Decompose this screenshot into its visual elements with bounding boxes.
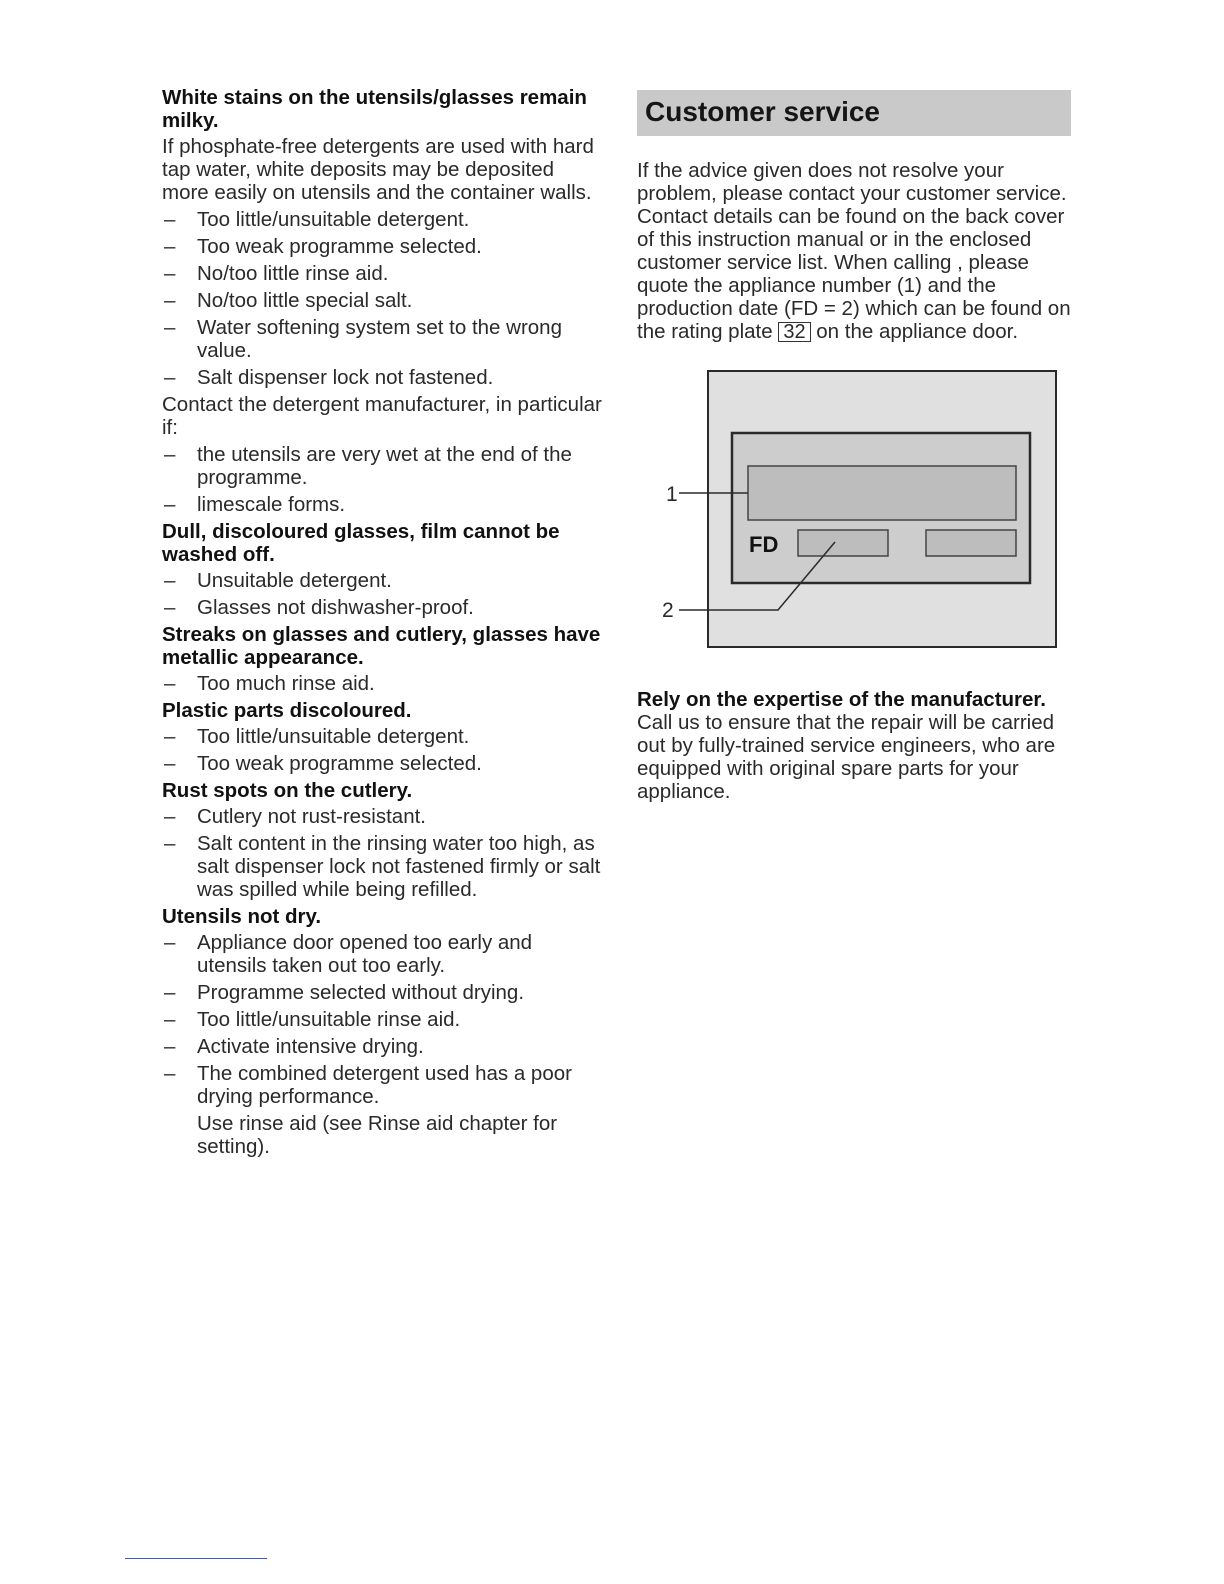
list-item: – the utensils are very wet at the end of the programme.	[162, 443, 602, 489]
causes-list-not-dry	[162, 931, 602, 1108]
list-item: – No/too little rinse aid.	[162, 262, 602, 285]
contact-conditions-list	[162, 443, 602, 516]
list-item: – Programme selected without drying.	[162, 981, 602, 1004]
list-item: – Appliance door opened too early and utensils taken out too early.	[162, 931, 602, 977]
left-column	[162, 86, 602, 1158]
heading-dull-glasses: Dull, discoloured glasses, film cannot be washed off.	[162, 520, 560, 566]
callout-label-1: 1	[666, 483, 678, 506]
production-date-field	[798, 530, 888, 556]
list-item: – Water softening system set to the wrong value.	[162, 316, 602, 362]
right-column	[637, 90, 1071, 803]
causes-list-plastic	[162, 725, 602, 775]
list-item: – limescale forms.	[162, 493, 602, 516]
contact-manufacturer-text: Contact the detergent manufacturer, in particular if:	[162, 393, 602, 439]
list-item: – Cutlery not rust-resistant.	[162, 805, 602, 828]
rating-plate-figure	[637, 370, 1071, 650]
customer-service-paragraph	[637, 159, 1071, 343]
expertise-paragraph	[637, 688, 1071, 803]
list-item: – Too little/unsuitable detergent.	[162, 725, 602, 748]
list-item: – Unsuitable detergent.	[162, 569, 602, 592]
causes-list-streaks	[162, 672, 602, 695]
list-item: – No/too little special salt.	[162, 289, 602, 312]
expertise-text: Call us to ensure that the repair will be carried out by fully-trained service engineers, who are equipped with original spare parts for your appliance.	[637, 710, 1056, 803]
heading-white-stains: White stains on the utensils/glasses remain milky.	[162, 86, 587, 132]
customer-service-text: If the advice given does not resolve your problem, please contact your customer service. Contact details can be found on the back cover of this instruction manual or in the enclosed customer service list. When calling , please quote the appliance number (1) and the production date (FD = 2) which can be found on the rating plate	[637, 159, 1071, 343]
list-item: – Salt dispenser lock not fastened.	[162, 366, 602, 389]
customer-service-text-end: on the appliance door.	[810, 320, 1019, 343]
heading-utensils-not-dry: Utensils not dry.	[162, 905, 322, 928]
list-item: – Glasses not dishwasher-proof.	[162, 596, 602, 619]
heading-rust-spots: Rust spots on the cutlery.	[162, 779, 413, 802]
list-item: – The combined detergent used has a poor drying performance.	[162, 1062, 602, 1108]
heading-streaks: Streaks on glasses and cutlery, glasses have metallic appearance.	[162, 623, 601, 669]
list-item: – Too little/unsuitable rinse aid.	[162, 1008, 602, 1031]
causes-list-rust	[162, 805, 602, 901]
customer-service-heading: Customer service	[637, 90, 1071, 136]
list-item: – Too weak programme selected.	[162, 235, 602, 258]
list-item: – Activate intensive drying.	[162, 1035, 602, 1058]
causes-list-dull-glasses	[162, 569, 602, 619]
list-item: – Too weak programme selected.	[162, 752, 602, 775]
footer-rule	[125, 1558, 267, 1559]
rinse-aid-note: Use rinse aid (see Rinse aid chapter for setting).	[197, 1112, 558, 1158]
list-item: – Too much rinse aid.	[162, 672, 602, 695]
causes-list-white-stains	[162, 208, 602, 389]
plate-field-right	[926, 530, 1016, 556]
intro-paragraph: If phosphate-free detergents are used with hard tap water, white deposits may be deposited more easily on utensils and the container walls.	[162, 135, 594, 204]
fd-label: FD	[749, 532, 779, 557]
callout-label-2: 2	[662, 599, 674, 622]
heading-plastic-discoloured: Plastic parts discoloured.	[162, 699, 412, 722]
expertise-heading: Rely on the expertise of the manufacturer.	[637, 687, 1046, 711]
list-item: – Too little/unsuitable detergent.	[162, 208, 602, 231]
list-item: – Salt content in the rinsing water too high, as salt dispenser lock not fastened firmly or salt was spilled while being refilled.	[162, 832, 602, 901]
appliance-number-field	[748, 466, 1016, 520]
plate-reference-box: 32	[778, 322, 810, 342]
